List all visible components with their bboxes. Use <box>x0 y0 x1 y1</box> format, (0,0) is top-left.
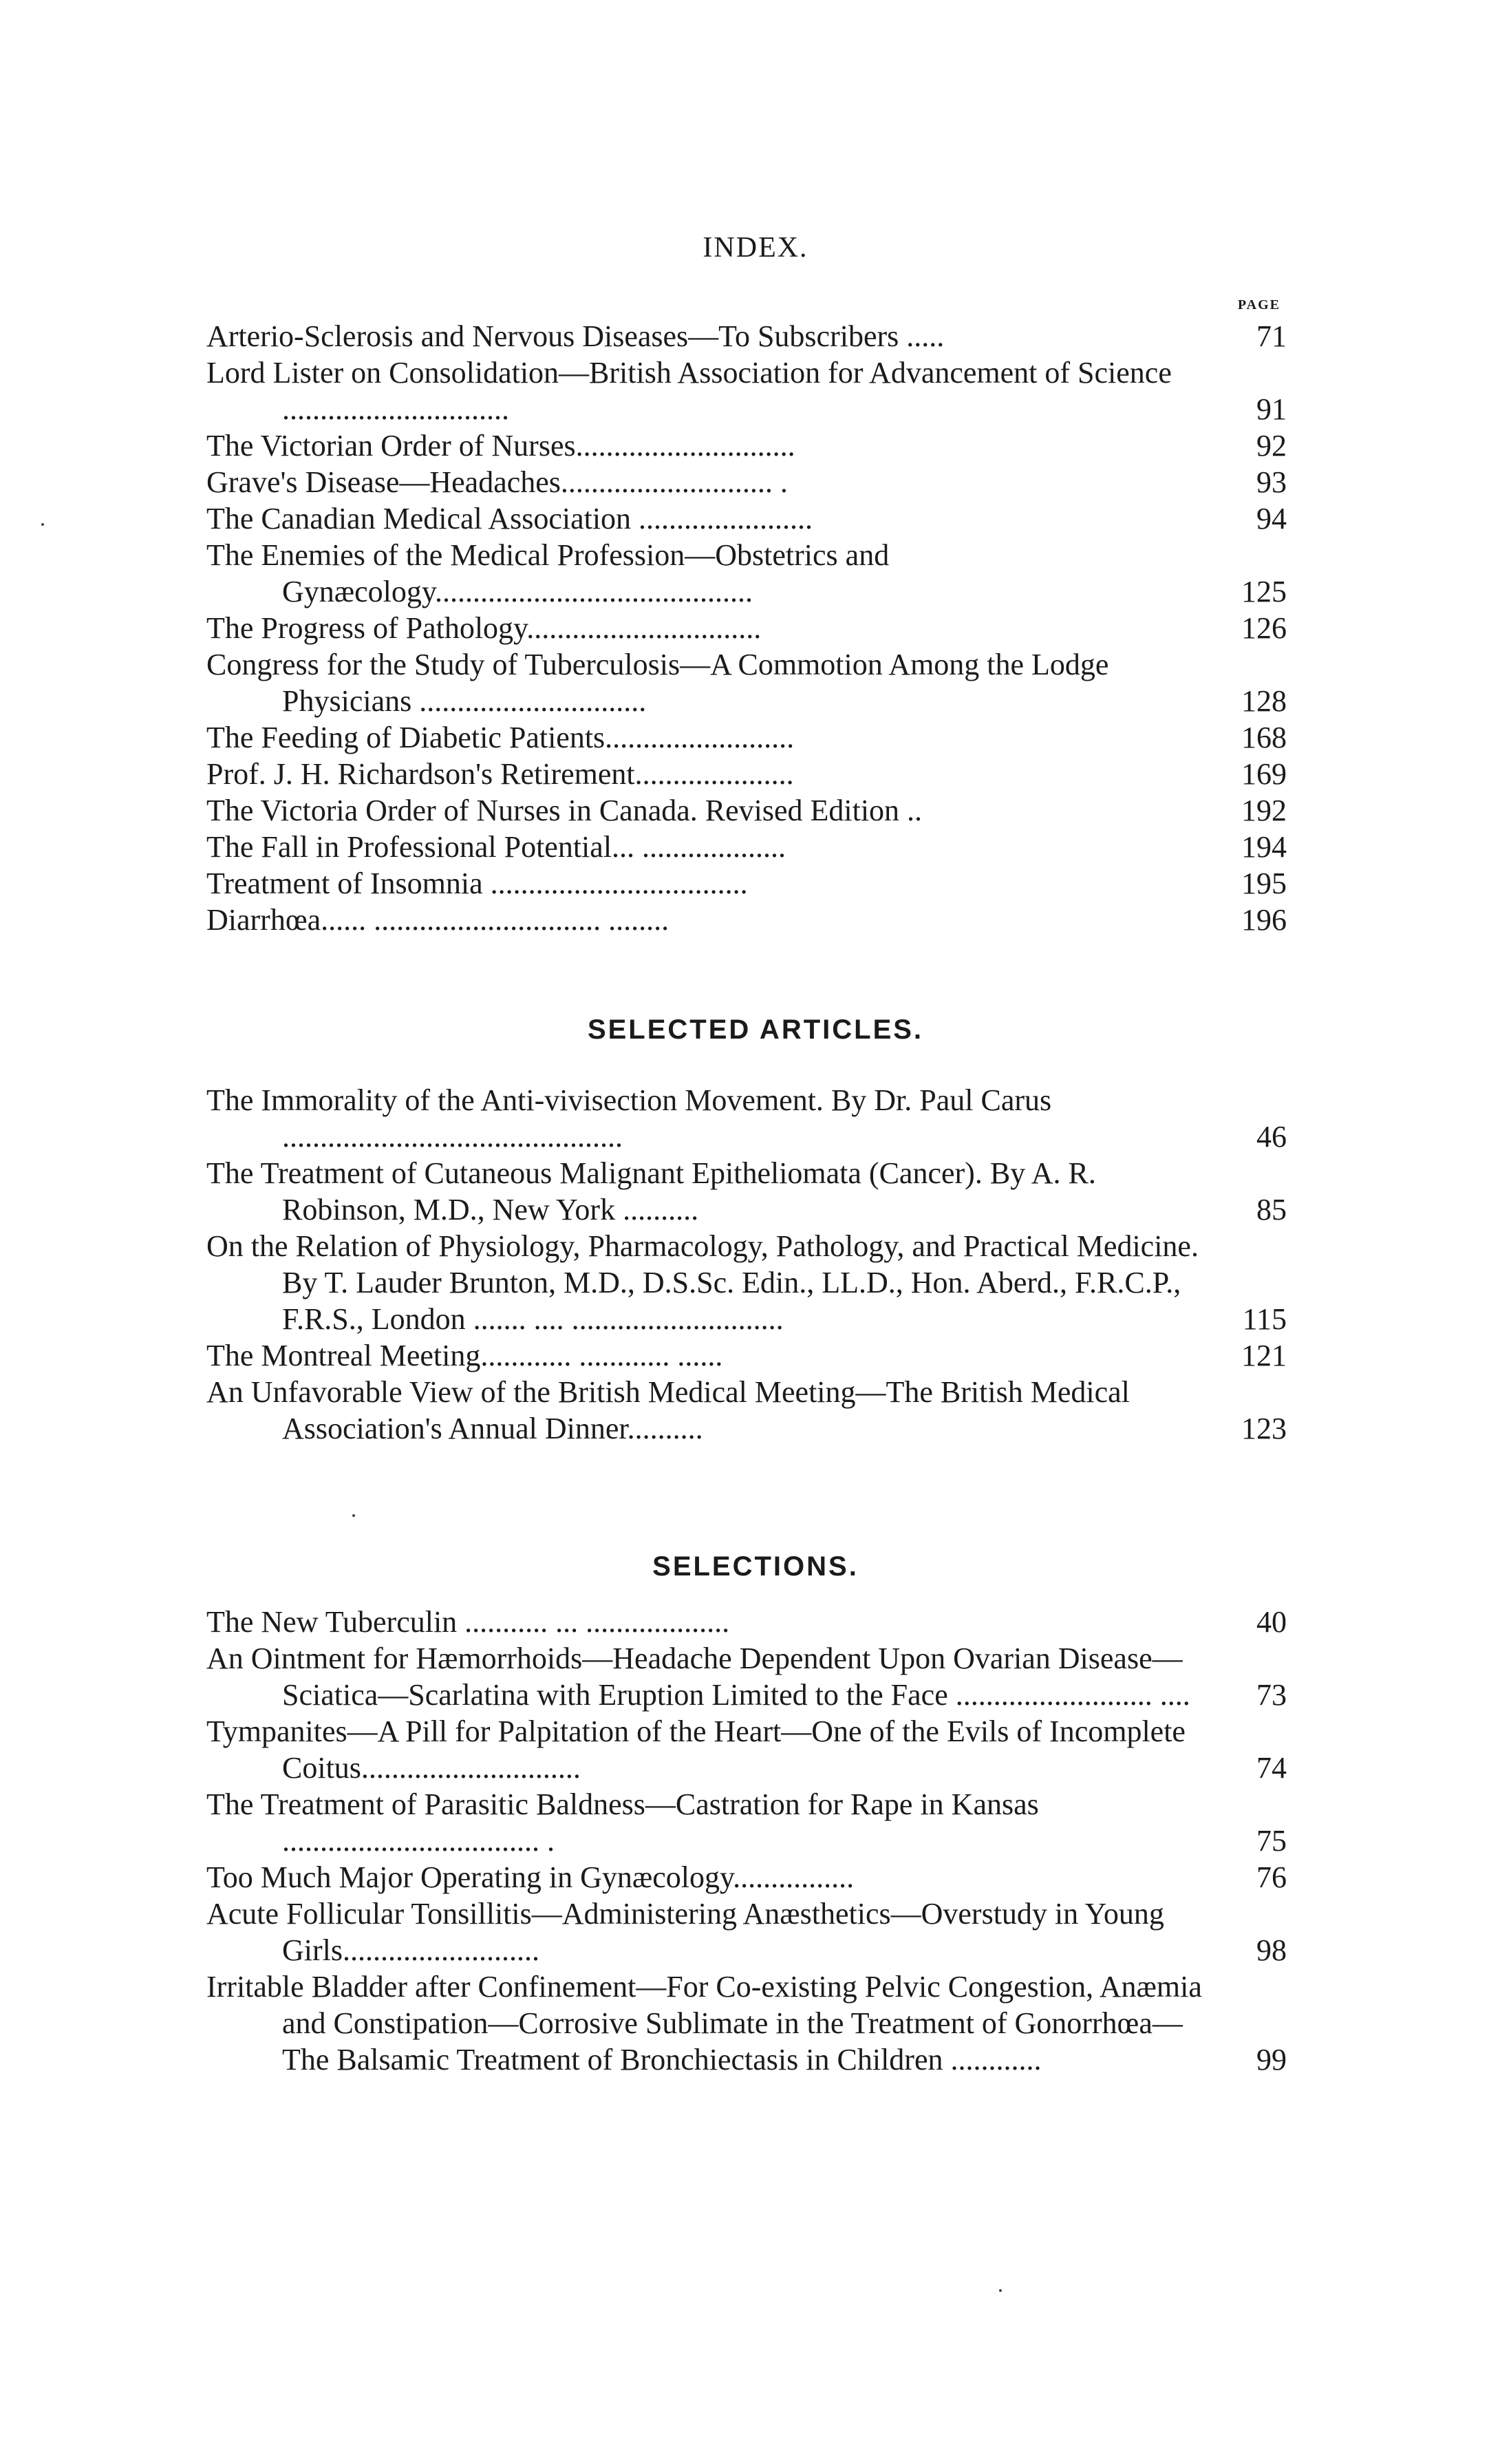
selections-heading: SELECTIONS. <box>652 1551 859 1582</box>
index-entry <box>206 829 1287 865</box>
selection-entry <box>206 1968 1287 2078</box>
article-entry <box>206 1082 1287 1155</box>
index-list <box>206 318 1287 938</box>
entry-page: 93 <box>1256 465 1287 499</box>
article-entry <box>206 1155 1287 1228</box>
entry-page: 169 <box>1241 757 1287 791</box>
index-entry <box>206 646 1287 719</box>
entry-page: 125 <box>1241 575 1287 608</box>
entry-title: Lord Lister on Consolidation—British Association for Advancement of Science .............................. <box>206 356 1172 426</box>
entry-title: Diarrhœa...... .............................. ........ <box>206 903 669 937</box>
entry-title: Grave's Disease—Headaches............................ . <box>206 465 788 499</box>
page-column-label: PAGE <box>1237 297 1280 312</box>
selections-list <box>206 1604 1287 2078</box>
entry-title: The Treatment of Cutaneous Malignant Epitheliomata (Cancer). By A. R. Robinson, M.D., New York .......... <box>206 1156 1096 1226</box>
index-entry <box>206 354 1287 427</box>
entry-title: An Ointment for Hæmorrhoids—Headache Dependent Upon Ovarian Disease—Sciatica—Scarlatina with Eruption Limited to the Face .......................... .... <box>206 1642 1190 1712</box>
entry-title: On the Relation of Physiology, Pharmacology, Pathology, and Practical Medicine. By T. Lauder Brunton, M.D., D.S.Sc. Edin., LL.D., Hon. Aberd., F.R.C.P., F.R.S., London ....... .... ............................ <box>206 1229 1199 1336</box>
entry-title: The Progress of Pathology............................... <box>206 611 762 645</box>
entry-page: 85 <box>1256 1193 1287 1226</box>
entry-page: 168 <box>1241 721 1287 754</box>
entry-title: Irritable Bladder after Confinement—For Co-existing Pelvic Congestion, Anæmia and Constipation—Corrosive Sublimate in the Treatment of Gonorrhœa—The Balsamic Treatment of Bronchiectasis in Children ............ <box>206 1970 1202 2077</box>
entry-page: 128 <box>1241 684 1287 718</box>
entry-page: 94 <box>1256 502 1287 535</box>
selection-entry <box>206 1859 1287 1895</box>
index-entry <box>206 610 1287 646</box>
entry-title: Too Much Major Operating in Gynæcology................ <box>206 1860 855 1894</box>
entry-page: 40 <box>1256 1605 1287 1639</box>
index-entry <box>206 427 1287 464</box>
article-entry <box>206 1228 1287 1337</box>
article-entry <box>206 1374 1287 1447</box>
entry-title: The Victoria Order of Nurses in Canada. Revised Edition .. <box>206 794 923 827</box>
index-entry <box>206 500 1287 537</box>
entry-title: The Feeding of Diabetic Patients......................... <box>206 721 795 754</box>
stray-mark <box>999 2289 1002 2292</box>
selection-entry <box>206 1786 1287 1859</box>
stray-mark <box>352 1514 355 1517</box>
entry-page: 195 <box>1241 867 1287 900</box>
entry-page: 192 <box>1241 794 1287 827</box>
entry-page: 115 <box>1242 1302 1287 1336</box>
entry-page: 196 <box>1241 903 1287 937</box>
article-entry <box>206 1337 1287 1374</box>
entry-page: 76 <box>1256 1860 1287 1894</box>
index-entry <box>206 865 1287 902</box>
entry-page: 75 <box>1256 1824 1287 1858</box>
entry-page: 71 <box>1256 319 1287 353</box>
entry-page: 74 <box>1256 1751 1287 1785</box>
entry-title: The Victorian Order of Nurses............................. <box>206 429 795 463</box>
entry-page: 46 <box>1256 1120 1287 1154</box>
selected-articles-heading: SELECTED ARTICLES. <box>587 1015 924 1045</box>
entry-title: Acute Follicular Tonsillitis—Administering Anæsthetics—Overstudy in Young Girls.......................... <box>206 1897 1164 1967</box>
entry-page: 121 <box>1241 1339 1287 1372</box>
index-entry <box>206 464 1287 500</box>
selected-articles-list <box>206 1082 1287 1447</box>
entry-title: The Treatment of Parasitic Baldness—Castration for Rape in Kansas .................................. . <box>206 1787 1039 1858</box>
entry-page: 99 <box>1256 2043 1287 2077</box>
stray-mark <box>41 523 44 526</box>
selection-entry <box>206 1604 1287 1640</box>
index-entry <box>206 756 1287 792</box>
index-entry <box>206 537 1287 610</box>
entry-title: Prof. J. H. Richardson's Retirement..................... <box>206 757 794 791</box>
entry-title: Congress for the Study of Tuberculosis—A Commotion Among the Lodge Physicians .............................. <box>206 648 1109 718</box>
entry-title: The New Tuberculin ........... ... ................... <box>206 1605 730 1639</box>
entry-page: 73 <box>1256 1678 1287 1712</box>
entry-page: 123 <box>1241 1412 1287 1445</box>
entry-page: 126 <box>1241 611 1287 645</box>
entry-page: 92 <box>1256 429 1287 463</box>
entry-title: The Fall in Professional Potential... ................... <box>206 830 786 864</box>
entry-title: The Immorality of the Anti-vivisection Movement. By Dr. Paul Carus ............................................. <box>206 1083 1052 1154</box>
selection-entry <box>206 1640 1287 1713</box>
entry-title: Arterio-Sclerosis and Nervous Diseases—To Subscribers ..... <box>206 319 945 353</box>
entry-page: 98 <box>1256 1933 1287 1967</box>
index-entry <box>206 719 1287 756</box>
index-entry <box>206 792 1287 829</box>
entry-title: The Canadian Medical Association ....................... <box>206 502 813 535</box>
index-entry <box>206 902 1287 938</box>
entry-page: 91 <box>1256 392 1287 426</box>
index-entry <box>206 318 1287 354</box>
index-heading: INDEX. <box>703 232 808 264</box>
entry-title: The Enemies of the Medical Profession—Obstetrics and Gynæcology.......................................... <box>206 538 890 608</box>
entry-title: Tympanites—A Pill for Palpitation of the Heart—One of the Evils of Incomplete Coitus............................. <box>206 1714 1186 1785</box>
entry-title: Treatment of Insomnia .................................. <box>206 867 748 900</box>
entry-title: The Montreal Meeting............ ............ ...... <box>206 1339 723 1372</box>
entry-page: 194 <box>1241 830 1287 864</box>
selection-entry <box>206 1895 1287 1968</box>
entry-title: An Unfavorable View of the British Medical Meeting—The British Medical Association's Annual Dinner.......... <box>206 1375 1130 1445</box>
selection-entry <box>206 1713 1287 1786</box>
